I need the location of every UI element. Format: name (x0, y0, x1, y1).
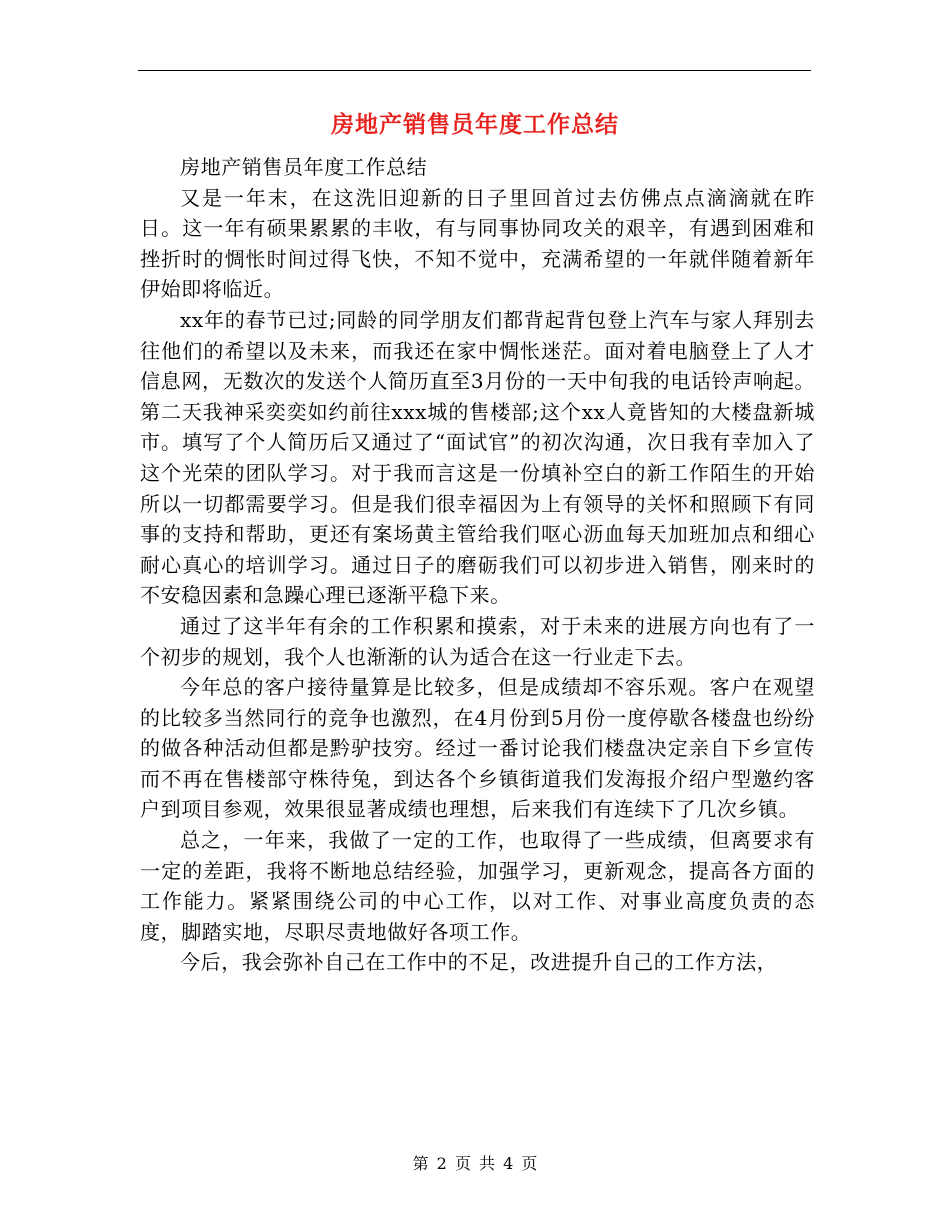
paragraph: 总之，一年来，我做了一定的工作，也取得了一些成绩，但离要求有一定的差距，我将不断地总结经验，加强学习，更新观念，提高各方面的工作能力。紧紧围绕公司的中心工作，以对工作、对事业高度负责的态度，脚踏实地，尽职尽责地做好各项工作。 (140, 828, 815, 944)
paragraph: 又是一年末，在这洗旧迎新的日子里回首过去仿佛点点滴滴就在昨日。这一年有硕果累累的丰收，有与同事协同攻关的艰辛，有遇到困难和挫折时的惆怅时间过得飞快，不知不觉中，充满希望的一年就伴随着新年伊始即将临近。 (140, 185, 815, 302)
paragraph: 今年总的客户接待量算是比较多，但是成绩却不容乐观。客户在观望的比较多当然同行的竞争也激烈，在4月份到5月份一度停歇各楼盘也纷纷的做各种活动但都是黔驴技穷。经过一番讨论我们楼盘决定亲自下乡宣传而不再在售楼部守株待兔，到达各个乡镇街道我们发海报介绍户型邀约客户到项目参观，效果很显著成绩也理想，后来我们有连续下了几次乡镇。 (140, 675, 815, 822)
document-body (140, 152, 815, 978)
paragraph: xx年的春节已过;同龄的同学朋友们都背起背包登上汽车与家人拜别去往他们的希望以及未来，而我还在家中惆怅迷茫。面对着电脑登上了人才信息网，无数次的发送个人简历直至3月份的一天中旬我的电话铃声响起。第二天我神采奕奕如约前往xxx城的售楼部;这个xx人竟皆知的大楼盘新城市。填写了个人简历后又通过了“面试官”的初次沟通，次日我有幸加入了这个光荣的团队学习。对于我而言这是一份填补空白的新工作陌生的开始所以一切都需要学习。但是我们很幸福因为上有领导的关怀和照顾下有同事的支持和帮助，更还有案场黄主管给我们呕心沥血每天加班加点和细心耐心真心的培训学习。通过日子的磨砺我们可以初步进入销售，刚来时的不安稳因素和急躁心理已逐渐平稳下来。 (140, 307, 815, 608)
paragraph-subtitle: 房地产销售员年度工作总结 (180, 155, 428, 179)
paragraph: 通过了这半年有余的工作积累和摸索，对于未来的进展方向也有了一个初步的规划，我个人也渐渐的认为适合在这一行业走下去。 (140, 613, 815, 669)
header-rule (138, 70, 811, 71)
document-title: 房地产销售员年度工作总结 (331, 111, 619, 138)
page-number-footer: 第 2 页 共 4 页 (412, 1154, 538, 1173)
paragraph: 今后，我会弥补自己在工作中的不足，改进提升自己的工作方法， (180, 950, 778, 975)
